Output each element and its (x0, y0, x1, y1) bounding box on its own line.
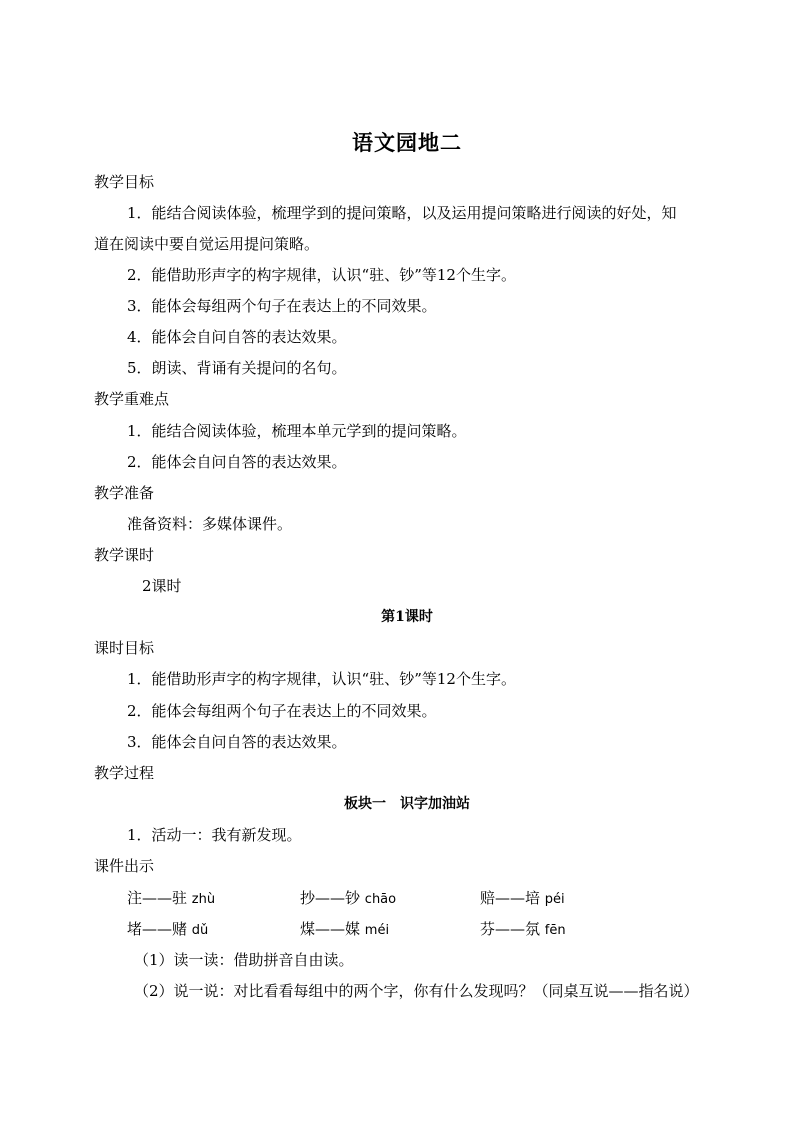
courseware-heading: 课件出示 (94, 857, 155, 875)
teaching-goal-3: 3．能体会每组两个句子在表达上的不同效果。 (127, 297, 437, 315)
teaching-goal-5: 5．朗读、背诵有关提问的名句。 (127, 359, 347, 377)
preparation-text: 准备资料：多媒体课件。 (127, 515, 293, 533)
step-1-read: （1）读一读：借助拼音自由读。 (134, 951, 354, 969)
lesson-goal-1: 1．能借助形声字的构字规律，认识“驻、钞”等12个生字。 (127, 670, 516, 688)
lesson-goal-3: 3．能体会自问自答的表达效果。 (127, 733, 347, 751)
key-point-2: 2．能体会自问自答的表达效果。 (127, 453, 347, 471)
teaching-goal-2: 2．能借助形声字的构字规律，认识“驻、钞”等12个生字。 (127, 266, 516, 284)
key-points-heading: 教学重难点 (94, 390, 170, 408)
periods-text: 2课时 (142, 577, 182, 595)
char-pair-2: 抄——钞 chāo (300, 889, 397, 907)
process-heading: 教学过程 (94, 764, 155, 782)
lesson-1-heading: 第1课时 (381, 609, 433, 625)
char-pair-6: 芬——氛 fēn (480, 920, 566, 938)
lesson-goals-heading: 课时目标 (94, 639, 155, 657)
teaching-goal-4: 4．能体会自问自答的表达效果。 (127, 328, 347, 346)
teaching-goal-1: 1．能结合阅读体验，梳理学到的提问策略，以及运用提问策略进行阅读的好处，知 (127, 204, 677, 222)
key-point-1: 1．能结合阅读体验，梳理本单元学到的提问策略。 (127, 422, 467, 440)
lesson-goal-2: 2．能体会每组两个句子在表达上的不同效果。 (127, 702, 437, 720)
preparation-heading: 教学准备 (94, 484, 155, 502)
activity-1: 1．活动一：我有新发现。 (127, 826, 302, 844)
char-pair-5: 煤——媒 méi (300, 920, 390, 938)
step-2-discuss: （2）说一说：对比看看每组中的两个字，你有什么发现吗？（同桌互说——指名说） (134, 982, 699, 1000)
teaching-goal-1-continued: 道在阅读中要自觉运用提问策略。 (94, 235, 320, 253)
char-pair-4: 堵——赌 dǔ (127, 920, 209, 938)
teaching-goals-heading: 教学目标 (94, 173, 155, 191)
document-title: 语文园地二 (352, 130, 462, 155)
block-1-heading: 板块一 识字加油站 (344, 796, 470, 812)
periods-heading: 教学课时 (94, 546, 155, 564)
char-pair-1: 注——驻 zhù (127, 889, 216, 907)
char-pair-3: 赔——培 péi (480, 889, 565, 907)
